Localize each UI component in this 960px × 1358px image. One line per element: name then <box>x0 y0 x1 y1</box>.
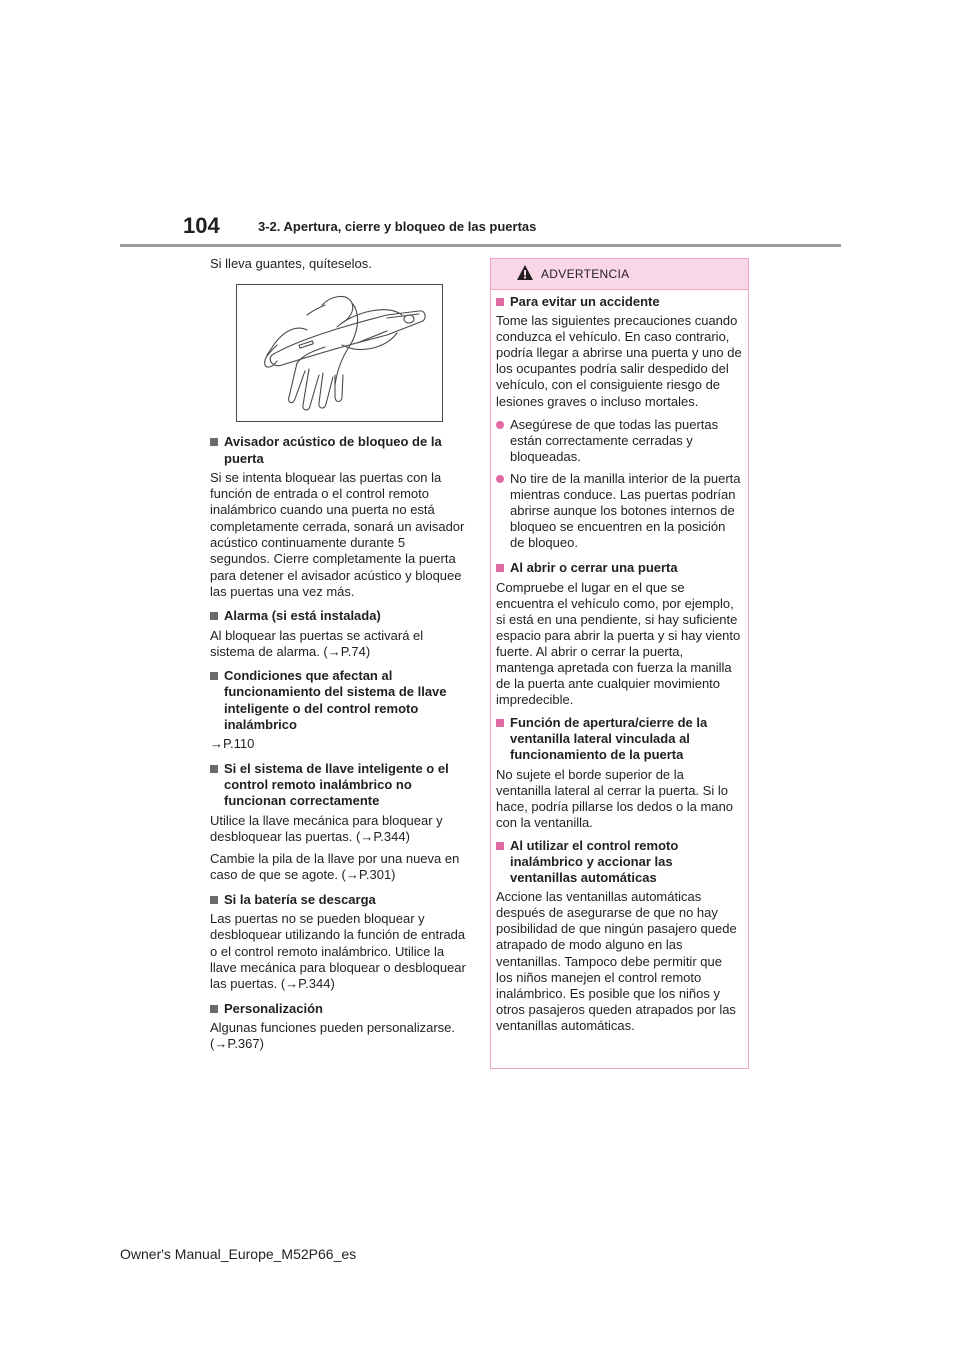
section-body: Al bloquear las puertas se activará el sistema de alarma. (→P.74) <box>210 627 424 659</box>
heading-text: Función de apertura/cierre de la ventanilla lateral vinculada al funcionamiento de la puerta <box>510 715 708 763</box>
section-not-working <box>210 761 468 884</box>
section-heading <box>210 668 468 733</box>
warning-bullet <box>496 417 742 465</box>
warning-heading <box>496 560 742 576</box>
heading-text: Al abrir o cerrar una puerta <box>510 560 678 576</box>
left-column <box>210 256 468 1060</box>
section-heading <box>210 434 468 467</box>
square-bullet-icon <box>210 672 218 680</box>
section-conditions <box>210 668 468 752</box>
section-heading <box>210 608 468 624</box>
square-bullet-icon <box>496 842 504 850</box>
square-bullet-icon <box>210 765 218 773</box>
section-heading <box>210 761 468 810</box>
round-bullet-icon <box>496 475 504 483</box>
footer-text: Owner's Manual_Europe_M52P66_es <box>120 1246 357 1262</box>
header-rule <box>120 244 841 247</box>
section-battery <box>210 892 468 993</box>
square-bullet-icon <box>496 719 504 727</box>
warning-text: Compruebe el lugar en el que se encuentra el vehículo como, por ejemplo, si está en una pendiente, si hay suficiente espacio para abrir la puerta y si hay viento fuerte. Al abrir o cerrar la puerta, mantenga apretada con fuerza la manilla de la puerta ante cualquier movimiento impredecible. <box>496 579 741 708</box>
warning-bullet <box>496 471 742 551</box>
section-customization <box>210 1001 468 1053</box>
intro-text: Si lleva guantes, quíteselos. <box>210 256 372 271</box>
heading-text: Para evitar un accidente <box>510 294 660 309</box>
page-reference: →P.110 <box>210 736 255 752</box>
page-number: 104 <box>183 213 220 238</box>
heading-text: Alarma (si está instalada) <box>224 608 381 624</box>
door-handle-illustration <box>236 284 443 422</box>
hand-on-door-handle-drawing <box>237 285 442 421</box>
warning-triangle-icon <box>516 264 534 282</box>
heading-text: Si la batería se descarga <box>224 891 376 907</box>
bullet-text: No tire de la manilla interior de la puerta mientras conduce. Las puertas podrían abrirse aunque los botones internos de bloqueo se encuentren en la posición de bloqueo. <box>510 470 741 551</box>
heading-text: Avisador acústico de bloqueo de la puerta <box>224 434 442 466</box>
warning-body <box>491 290 748 1034</box>
section-body: Cambie la pila de la llave por una nueva en caso de que se agote. (→P.301) <box>210 851 460 883</box>
section-body: Las puertas no se pueden bloquear y desbloquear utilizando la función de entrada o el control remoto inalámbrico. Utilice la llave mecánica para bloquear o desbloquear las puertas. (→P.344) <box>210 911 466 992</box>
warning-heading <box>496 294 742 310</box>
heading-text: Al utilizar el control remoto inalámbrico y accionar las ventanillas automáticas <box>510 837 679 886</box>
square-bullet-icon <box>496 298 504 306</box>
warning-text: Tome las siguientes precauciones cuando conduzca el vehículo. En caso contrario, podría llegar a abrirse una puerta y uno de los ocupantes podría salir despedido del vehículo, con el consiguiente riesgo de lesiones graves o incluso mortales. <box>496 313 742 409</box>
section-title: 3-2. Apertura, cierre y bloqueo de las puertas <box>258 219 537 234</box>
square-bullet-icon <box>210 1005 218 1013</box>
heading-text: Condiciones que afectan al funcionamiento del sistema de llave inteligente o del control remoto inalámbrico <box>224 668 447 733</box>
heading-text: Si el sistema de llave inteligente o el control remoto inalámbrico no funcionan correctamente <box>224 760 449 809</box>
warning-title: ADVERTENCIA <box>541 267 630 281</box>
section-heading <box>210 892 468 908</box>
warning-box <box>490 258 749 1069</box>
warning-heading <box>496 838 742 886</box>
square-bullet-icon <box>210 612 218 620</box>
section-body: Si se intenta bloquear las puertas con la función de entrada o el control remoto inalámbrico cuando una puerta no está completamente cerrada, sonará un avisador acústico continuamente durante 5 segundos. Cierre completamente la puerta para detener el avisador acústico y bloquee las puertas una vez más. <box>210 469 465 599</box>
bullet-text: Asegúrese de que todas las puertas están correctamente cerradas y bloqueadas. <box>510 416 719 464</box>
section-body: Algunas funciones pueden personalizarse. (→P.367) <box>210 1019 456 1052</box>
warning-text: Accione las ventanillas automáticas después de asegurarse de que no hay posibilidad de que ningún pasajero quede atrapado de modo alguno en las ventanillas. Tampoco debe permitir que los niños manejen el control remoto inalámbrico. Es posible que los niños y otros pasajeros queden atrapados por las ventanillas automáticas. <box>496 889 737 1033</box>
section-body: Utilice la llave mecánica para bloquear y desbloquear las puertas. (→P.344) <box>210 812 443 844</box>
section-alarm <box>210 608 468 660</box>
section-heading <box>210 1001 468 1017</box>
round-bullet-icon <box>496 421 504 429</box>
warning-header <box>491 259 748 290</box>
heading-text: Personalización <box>224 1000 323 1016</box>
square-bullet-icon <box>210 896 218 904</box>
warning-text: No sujete el borde superior de la ventanilla lateral al cerrar la puerta. Si lo hace, podría pillarse los dedos o la mano con la ventanilla. <box>496 766 734 830</box>
warning-heading <box>496 715 742 763</box>
section-door-lock-buzzer <box>210 434 468 600</box>
square-bullet-icon <box>496 564 504 572</box>
square-bullet-icon <box>210 438 218 446</box>
